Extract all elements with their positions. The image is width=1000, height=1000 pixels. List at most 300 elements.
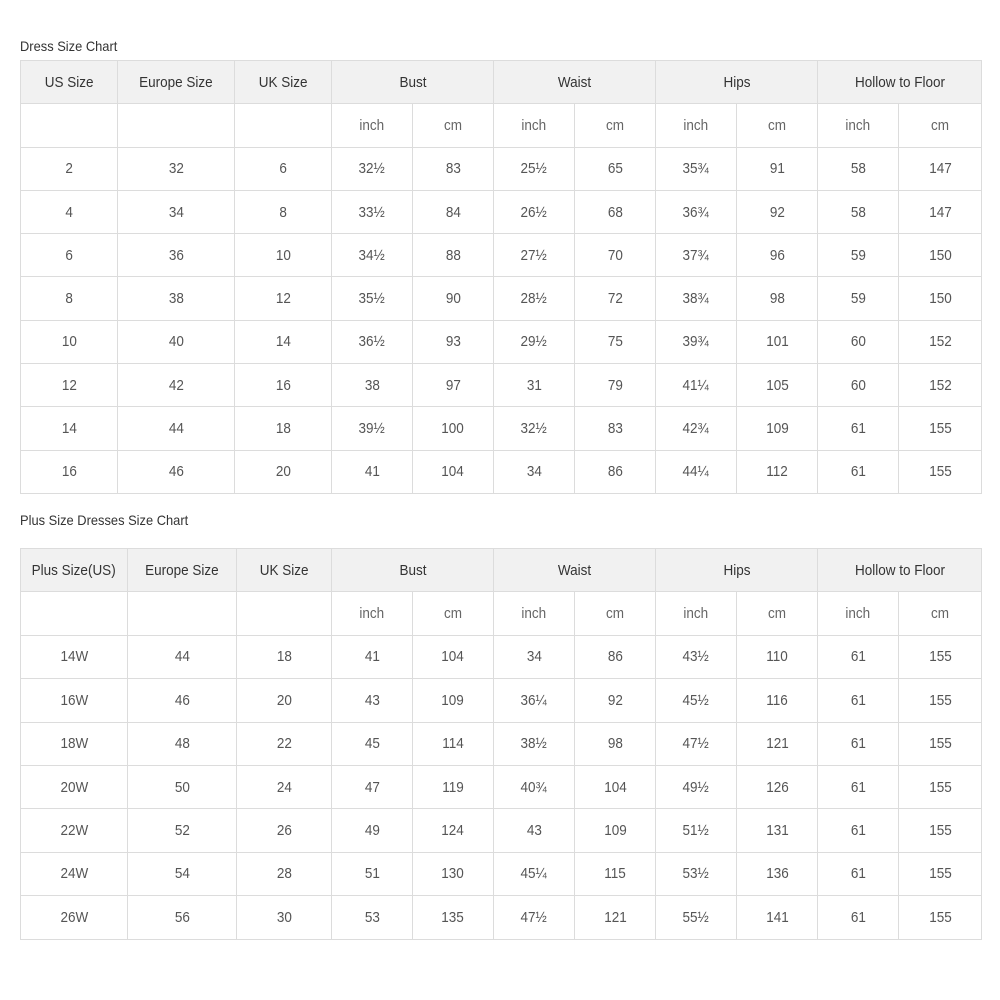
table-cell bbox=[413, 190, 494, 233]
table-cell-text: 24W bbox=[60, 865, 88, 883]
table-cell-text: 20 bbox=[276, 691, 292, 709]
table-cell bbox=[575, 852, 656, 895]
table-cell-text: 6 bbox=[65, 246, 73, 264]
table-cell bbox=[332, 679, 413, 722]
unit-cell bbox=[128, 592, 237, 635]
table-cell bbox=[737, 320, 818, 363]
table-cell bbox=[575, 277, 656, 320]
table-cell-text: 61 bbox=[850, 463, 866, 481]
column-header bbox=[332, 549, 494, 592]
table-cell bbox=[332, 852, 413, 895]
column-header bbox=[656, 61, 818, 104]
unit-cell-text: inch bbox=[845, 116, 871, 134]
table-cell bbox=[128, 635, 237, 678]
table-cell bbox=[235, 147, 332, 190]
column-header-text: UK Size bbox=[258, 73, 308, 91]
table-cell-text: 28 bbox=[276, 865, 292, 883]
table-cell-text: 47½ bbox=[520, 908, 548, 926]
table-cell bbox=[494, 407, 575, 450]
column-header bbox=[118, 61, 235, 104]
table-cell-text: 155 bbox=[928, 463, 952, 481]
table-cell bbox=[413, 147, 494, 190]
dress-size-table bbox=[20, 60, 982, 494]
table-cell-text: 10 bbox=[275, 246, 291, 264]
unit-cell bbox=[332, 104, 413, 147]
table-cell-text: 61 bbox=[850, 420, 866, 438]
table-cell bbox=[899, 896, 982, 939]
table-cell bbox=[899, 147, 982, 190]
column-header bbox=[237, 549, 332, 592]
unit-row bbox=[21, 592, 982, 635]
table-row bbox=[21, 635, 982, 678]
table-cell bbox=[413, 809, 494, 852]
table-cell-text: 109 bbox=[603, 822, 627, 840]
table-cell-text: 36½ bbox=[358, 333, 386, 351]
table-cell-text: 112 bbox=[766, 463, 788, 481]
unit-cell bbox=[899, 592, 982, 635]
table-cell-text: 110 bbox=[766, 648, 788, 666]
column-header bbox=[494, 549, 656, 592]
table-cell-text: 6 bbox=[279, 160, 287, 178]
table-cell-text: 61 bbox=[850, 908, 866, 926]
table-row bbox=[21, 407, 982, 450]
table-row bbox=[21, 896, 982, 939]
table-cell bbox=[899, 852, 982, 895]
table-cell-text: 155 bbox=[928, 822, 952, 840]
table-cell bbox=[21, 809, 128, 852]
table-cell bbox=[737, 364, 818, 407]
table-cell-text: 14 bbox=[61, 420, 77, 438]
column-header-text: Waist bbox=[557, 73, 592, 91]
table-cell bbox=[413, 407, 494, 450]
column-header-text: Hollow to Floor bbox=[854, 561, 945, 579]
table-cell-text: 51½ bbox=[682, 822, 710, 840]
table-cell bbox=[899, 450, 982, 493]
table-cell-text: 34 bbox=[526, 648, 542, 666]
table-cell bbox=[21, 852, 128, 895]
table-row bbox=[21, 320, 982, 363]
column-header bbox=[494, 61, 656, 104]
table-cell-text: 39¾ bbox=[682, 333, 710, 351]
table-cell bbox=[21, 320, 118, 363]
table-cell-text: 121 bbox=[603, 908, 627, 926]
table-cell-text: 36¾ bbox=[682, 203, 710, 221]
table-cell bbox=[656, 450, 737, 493]
table-cell-text: 43 bbox=[364, 691, 380, 709]
table-cell-text: 16 bbox=[275, 376, 291, 394]
table-cell bbox=[899, 364, 982, 407]
table-cell bbox=[332, 809, 413, 852]
table-cell-text: 60 bbox=[850, 333, 866, 351]
table-cell bbox=[818, 852, 899, 895]
column-header bbox=[128, 549, 237, 592]
header-row bbox=[21, 549, 982, 592]
table-cell bbox=[413, 234, 494, 277]
table-cell-text: 126 bbox=[765, 778, 789, 796]
table-row bbox=[21, 679, 982, 722]
table-cell-text: 155 bbox=[928, 648, 952, 666]
table-cell-text: 32½ bbox=[520, 420, 548, 438]
table-cell-text: 61 bbox=[850, 691, 866, 709]
table-cell bbox=[413, 277, 494, 320]
table-cell bbox=[494, 234, 575, 277]
table-cell bbox=[413, 679, 494, 722]
table-cell bbox=[575, 765, 656, 808]
table-cell-text: 150 bbox=[928, 246, 952, 264]
table-cell bbox=[237, 635, 332, 678]
table-cell-text: 130 bbox=[441, 865, 465, 883]
table-cell bbox=[413, 450, 494, 493]
table-cell bbox=[494, 320, 575, 363]
table-cell-text: 38½ bbox=[520, 735, 548, 753]
table-cell bbox=[656, 852, 737, 895]
table-cell bbox=[656, 364, 737, 407]
table-cell-text: 68 bbox=[607, 203, 623, 221]
unit-cell-text: inch bbox=[683, 605, 709, 623]
table-cell-text: 28½ bbox=[520, 290, 548, 308]
table-cell bbox=[494, 722, 575, 765]
table-cell bbox=[237, 896, 332, 939]
unit-cell-text: inch bbox=[359, 116, 385, 134]
column-header-text: Europe Size bbox=[145, 561, 219, 579]
table-row bbox=[21, 277, 982, 320]
table-cell bbox=[899, 679, 982, 722]
table-cell-text: 14 bbox=[275, 333, 291, 351]
table-cell bbox=[575, 320, 656, 363]
table-cell-text: 8 bbox=[65, 290, 73, 308]
table-cell-text: 72 bbox=[607, 290, 623, 308]
table-cell-text: 54 bbox=[174, 865, 190, 883]
table-cell-text: 22 bbox=[276, 735, 292, 753]
table-cell bbox=[413, 765, 494, 808]
table-cell bbox=[413, 896, 494, 939]
table-cell bbox=[413, 852, 494, 895]
table-cell bbox=[656, 320, 737, 363]
unit-cell bbox=[494, 592, 575, 635]
table-cell-text: 55½ bbox=[682, 908, 710, 926]
table-cell-text: 75 bbox=[607, 333, 623, 351]
table-cell-text: 39½ bbox=[358, 420, 386, 438]
table-cell-text: 100 bbox=[441, 420, 465, 438]
table-cell-text: 34½ bbox=[358, 246, 386, 264]
table-cell-text: 79 bbox=[607, 376, 623, 394]
table-cell-text: 44 bbox=[174, 648, 190, 666]
table-cell-text: 147 bbox=[928, 203, 952, 221]
table-cell bbox=[737, 896, 818, 939]
table-cell-text: 61 bbox=[850, 778, 866, 796]
table-cell bbox=[737, 852, 818, 895]
table-cell bbox=[21, 234, 118, 277]
table-cell bbox=[128, 852, 237, 895]
table-cell bbox=[21, 765, 128, 808]
table-row bbox=[21, 722, 982, 765]
table-cell-text: 131 bbox=[765, 822, 789, 840]
table-cell-text: 53½ bbox=[682, 865, 710, 883]
unit-cell bbox=[413, 592, 494, 635]
table-cell-text: 24 bbox=[276, 778, 292, 796]
unit-cell bbox=[21, 592, 128, 635]
table-cell-text: 104 bbox=[603, 778, 627, 796]
table-cell bbox=[656, 407, 737, 450]
table-cell-text: 61 bbox=[850, 735, 866, 753]
table-cell bbox=[21, 147, 118, 190]
table-cell-text: 116 bbox=[766, 691, 788, 709]
unit-cell-text: cm bbox=[606, 605, 625, 623]
table-cell bbox=[413, 320, 494, 363]
table-cell bbox=[21, 679, 128, 722]
table-cell bbox=[118, 320, 235, 363]
table-cell bbox=[118, 190, 235, 233]
table-cell-text: 20W bbox=[60, 778, 88, 796]
table-cell-text: 59 bbox=[850, 290, 866, 308]
table-cell bbox=[235, 277, 332, 320]
unit-cell bbox=[235, 104, 332, 147]
table-cell bbox=[128, 722, 237, 765]
unit-cell bbox=[332, 592, 413, 635]
table-cell bbox=[332, 635, 413, 678]
table-cell bbox=[332, 896, 413, 939]
table-cell-text: 49½ bbox=[682, 778, 710, 796]
table-cell-text: 136 bbox=[765, 865, 789, 883]
table-cell-text: 32½ bbox=[358, 160, 386, 178]
table-cell bbox=[656, 809, 737, 852]
table-cell-text: 16W bbox=[60, 691, 88, 709]
table-cell bbox=[575, 364, 656, 407]
table-cell-text: 155 bbox=[928, 420, 952, 438]
table-cell-text: 155 bbox=[928, 908, 952, 926]
table-cell-text: 30 bbox=[276, 908, 292, 926]
table-cell bbox=[494, 450, 575, 493]
table-cell bbox=[118, 234, 235, 277]
table-cell-text: 58 bbox=[850, 160, 866, 178]
unit-cell bbox=[118, 104, 235, 147]
table-cell bbox=[21, 190, 118, 233]
table-cell bbox=[575, 190, 656, 233]
table-cell bbox=[818, 234, 899, 277]
column-header bbox=[818, 549, 982, 592]
table-cell-text: 52 bbox=[174, 822, 190, 840]
table-cell bbox=[237, 765, 332, 808]
table-cell-text: 56 bbox=[174, 908, 190, 926]
table-cell bbox=[818, 364, 899, 407]
column-header-text: Hollow to Floor bbox=[854, 73, 945, 91]
table-cell bbox=[656, 190, 737, 233]
table-cell-text: 43 bbox=[526, 822, 542, 840]
table-cell-text: 46 bbox=[168, 463, 184, 481]
unit-cell-text: cm bbox=[768, 116, 787, 134]
table-cell bbox=[235, 407, 332, 450]
table-cell-text: 18 bbox=[275, 420, 291, 438]
table-cell-text: 155 bbox=[928, 778, 952, 796]
column-header-text: Europe Size bbox=[139, 73, 213, 91]
table-cell-text: 105 bbox=[765, 376, 789, 394]
table-cell-text: 31 bbox=[526, 376, 542, 394]
table-cell-text: 90 bbox=[445, 290, 461, 308]
table-cell-text: 41 bbox=[364, 648, 380, 666]
table-cell-text: 29½ bbox=[520, 333, 548, 351]
table-cell-text: 61 bbox=[850, 648, 866, 666]
table-cell bbox=[818, 407, 899, 450]
table-cell bbox=[737, 765, 818, 808]
table-cell bbox=[575, 407, 656, 450]
table-cell bbox=[899, 765, 982, 808]
column-header bbox=[21, 549, 128, 592]
table-cell bbox=[737, 635, 818, 678]
table-cell-text: 86 bbox=[607, 463, 623, 481]
table-cell bbox=[494, 809, 575, 852]
table-cell bbox=[21, 635, 128, 678]
table-cell bbox=[575, 809, 656, 852]
table-cell-text: 109 bbox=[765, 420, 789, 438]
table-row bbox=[21, 364, 982, 407]
table-cell bbox=[21, 450, 118, 493]
unit-row bbox=[21, 104, 982, 147]
unit-cell bbox=[575, 104, 656, 147]
table-cell bbox=[332, 450, 413, 493]
unit-cell-text: cm bbox=[931, 116, 950, 134]
table-row bbox=[21, 450, 982, 493]
table-cell bbox=[128, 679, 237, 722]
table-cell bbox=[818, 147, 899, 190]
table-cell-text: 38 bbox=[364, 376, 380, 394]
table-cell bbox=[413, 635, 494, 678]
table-cell-text: 104 bbox=[441, 648, 465, 666]
table-cell-text: 58 bbox=[850, 203, 866, 221]
table-cell-text: 53 bbox=[364, 908, 380, 926]
table-cell bbox=[21, 407, 118, 450]
table-cell bbox=[899, 809, 982, 852]
table-cell bbox=[118, 147, 235, 190]
unit-cell bbox=[899, 104, 982, 147]
table-cell bbox=[413, 722, 494, 765]
table-cell-text: 40¾ bbox=[520, 778, 548, 796]
table-cell bbox=[737, 809, 818, 852]
table-cell-text: 93 bbox=[445, 333, 461, 351]
unit-cell bbox=[21, 104, 118, 147]
table-cell-text: 65 bbox=[607, 160, 623, 178]
table-cell-text: 32 bbox=[168, 160, 184, 178]
table-cell-text: 83 bbox=[607, 420, 623, 438]
table-cell-text: 18 bbox=[276, 648, 292, 666]
table-cell-text: 41¼ bbox=[682, 376, 710, 394]
table-cell-text: 115 bbox=[604, 865, 626, 883]
table-cell bbox=[237, 852, 332, 895]
unit-cell bbox=[575, 592, 656, 635]
table-cell-text: 14W bbox=[60, 648, 88, 666]
table-cell-text: 45½ bbox=[682, 691, 710, 709]
table-cell-text: 59 bbox=[850, 246, 866, 264]
table-cell bbox=[332, 364, 413, 407]
column-header-text: Plus Size(US) bbox=[31, 561, 117, 579]
table-cell bbox=[818, 809, 899, 852]
table-cell bbox=[21, 364, 118, 407]
table-cell-text: 141 bbox=[765, 908, 789, 926]
table-cell bbox=[737, 407, 818, 450]
table-row bbox=[21, 234, 982, 277]
table-row bbox=[21, 809, 982, 852]
table-cell bbox=[575, 635, 656, 678]
table-cell-text: 38 bbox=[168, 290, 184, 308]
table-cell-text: 84 bbox=[445, 203, 461, 221]
header-row bbox=[21, 61, 982, 104]
table-cell-text: 26 bbox=[276, 822, 292, 840]
table-cell-text: 155 bbox=[928, 735, 952, 753]
table-cell-text: 92 bbox=[607, 691, 623, 709]
table-cell-text: 92 bbox=[769, 203, 785, 221]
table-cell bbox=[332, 277, 413, 320]
table-cell-text: 40 bbox=[168, 333, 184, 351]
table-cell-text: 50 bbox=[174, 778, 190, 796]
table-cell bbox=[118, 364, 235, 407]
table-cell bbox=[413, 364, 494, 407]
table-cell bbox=[737, 190, 818, 233]
table-cell-text: 109 bbox=[441, 691, 465, 709]
plus-size-chart-title: Plus Size Dresses Size Chart bbox=[20, 512, 189, 528]
column-header-text: US Size bbox=[44, 73, 94, 91]
unit-cell-text: cm bbox=[444, 605, 462, 623]
table-cell-text: 36 bbox=[168, 246, 184, 264]
table-cell bbox=[818, 450, 899, 493]
unit-cell-text: cm bbox=[606, 116, 625, 134]
table-cell bbox=[494, 852, 575, 895]
table-cell-text: 42¾ bbox=[682, 420, 710, 438]
table-cell bbox=[575, 234, 656, 277]
table-cell bbox=[656, 679, 737, 722]
table-cell-text: 124 bbox=[441, 822, 465, 840]
table-cell bbox=[494, 765, 575, 808]
table-cell bbox=[656, 896, 737, 939]
table-cell-text: 26½ bbox=[520, 203, 548, 221]
table-cell-text: 12 bbox=[275, 290, 291, 308]
column-header bbox=[656, 549, 818, 592]
table-cell bbox=[235, 450, 332, 493]
table-cell-text: 37¾ bbox=[682, 246, 710, 264]
table-cell bbox=[656, 635, 737, 678]
table-cell-text: 22W bbox=[60, 822, 88, 840]
column-header-text: Waist bbox=[557, 561, 592, 579]
table-cell-text: 114 bbox=[442, 735, 464, 753]
unit-cell bbox=[656, 104, 737, 147]
table-cell bbox=[818, 635, 899, 678]
table-cell-text: 43½ bbox=[682, 648, 710, 666]
table-cell bbox=[494, 679, 575, 722]
table-cell-text: 101 bbox=[765, 333, 789, 351]
table-cell bbox=[899, 320, 982, 363]
table-cell bbox=[818, 277, 899, 320]
table-cell bbox=[575, 147, 656, 190]
table-cell bbox=[494, 190, 575, 233]
table-cell bbox=[656, 722, 737, 765]
table-cell-text: 51 bbox=[364, 865, 380, 883]
unit-cell-text: inch bbox=[359, 605, 385, 623]
table-cell bbox=[332, 147, 413, 190]
table-cell-text: 46 bbox=[174, 691, 190, 709]
table-cell bbox=[235, 234, 332, 277]
unit-cell bbox=[737, 104, 818, 147]
table-cell-text: 155 bbox=[928, 691, 952, 709]
table-cell bbox=[494, 364, 575, 407]
table-cell bbox=[494, 635, 575, 678]
table-cell-text: 20 bbox=[275, 463, 291, 481]
table-cell bbox=[899, 722, 982, 765]
table-cell bbox=[818, 896, 899, 939]
table-cell bbox=[332, 190, 413, 233]
table-cell bbox=[494, 147, 575, 190]
table-cell-text: 61 bbox=[850, 822, 866, 840]
unit-cell bbox=[818, 592, 899, 635]
table-cell bbox=[818, 765, 899, 808]
column-header-text: Bust bbox=[399, 73, 427, 91]
